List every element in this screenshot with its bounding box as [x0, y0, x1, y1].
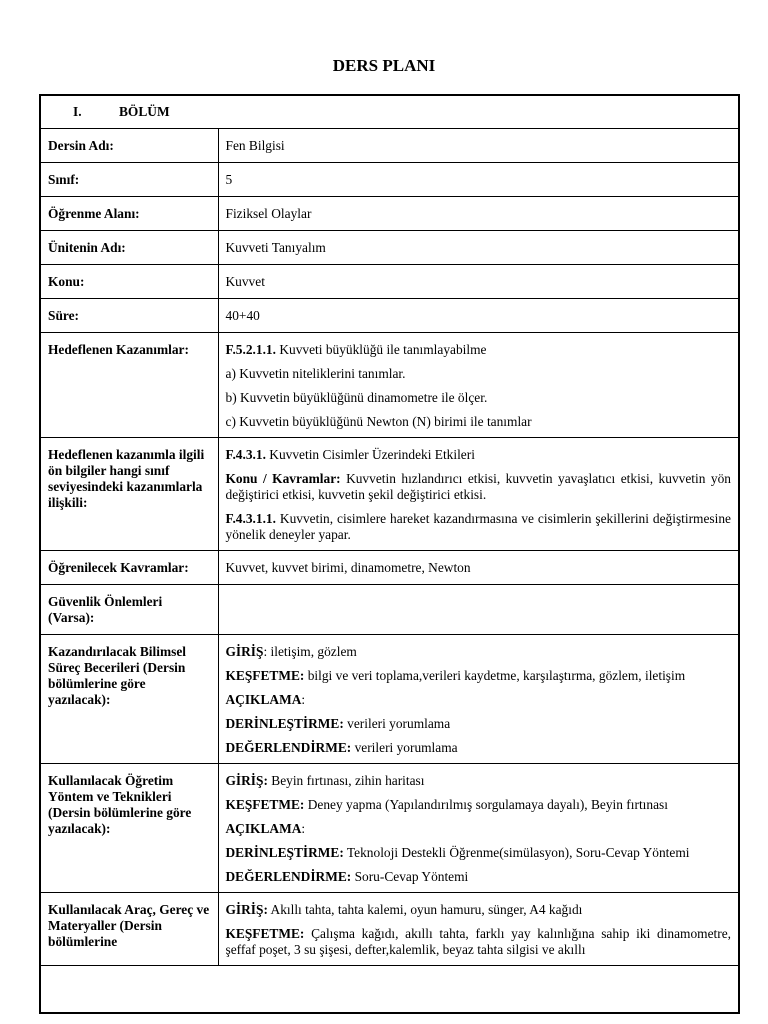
table-row	[41, 265, 738, 299]
prior-knowledge-row	[41, 438, 738, 551]
process-skills-row	[41, 635, 738, 764]
row-label: Kullanılacak Öğretim Yöntem ve Teknikleri (Dersin bölümlerine göre yazılacak):	[41, 764, 218, 893]
phase-item: DERİNLEŞTİRME: Teknoloji Destekli Öğrenme(simülasyon), Soru-Cevap Yöntemi	[225, 845, 690, 860]
phase-item: GİRİŞ: Akıllı tahta, tahta kalemi, oyun hamuru, sünger, A4 kağıdı	[225, 902, 583, 917]
table-row	[41, 129, 738, 163]
materials-row	[41, 893, 738, 966]
target-outcomes-row	[41, 333, 738, 438]
concepts-row	[41, 551, 738, 585]
row-value: 40+40	[218, 299, 738, 333]
teaching-methods-row	[41, 764, 738, 893]
prior-subtext: Kuvvetin, cisimlere hareket kazandırmasına ve cisimlerin şekillerini değiştirmesine yönelik deneyler yapar.	[225, 511, 731, 542]
prior-code: F.4.3.1.	[225, 447, 266, 462]
table-row	[41, 163, 738, 197]
row-value	[218, 585, 738, 635]
phase-item: KEŞFETME: Çalışma kağıdı, akıllı tahta, farklı yay kalınlığına sahip iki dinamometre, şeffaf poşet, 3 su şişesi, defter,kalemlik, beyaz tahta silgisi ve akıllı	[225, 926, 731, 957]
row-label: Ünitenin Adı:	[41, 231, 218, 265]
table-row	[41, 231, 738, 265]
section-header	[41, 96, 738, 129]
row-label: Güvenlik Önlemleri (Varsa):	[41, 585, 218, 635]
outcome-code: F.5.2.1.1.	[225, 342, 276, 357]
outcome-text: Kuvveti büyüklüğü ile tanımlayabilme	[275, 342, 487, 357]
prior-subcode: F.4.3.1.1.	[225, 511, 276, 526]
row-label: Süre:	[41, 299, 218, 333]
row-label: Sınıf:	[41, 163, 218, 197]
document-title: DERS PLANI	[332, 56, 436, 75]
phase-item: KEŞFETME: bilgi ve veri toplama,verileri kaydetme, karşılaştırma, gözlem, iletişim	[225, 668, 686, 683]
row-value: Fen Bilgisi	[218, 129, 738, 163]
concepts-text: Kuvvetin hızlandırıcı etkisi, kuvvetin yavaşlatıcı etkisi, kuvvetin yön değiştirici etkisi, kuvvetin şekil değiştirici etkisi.	[225, 471, 731, 502]
outcome-item: a) Kuvvetin niteliklerini tanımlar.	[225, 366, 406, 381]
row-label: Hedeflenen kazanımla ilgili ön bilgiler hangi sınıf seviyesindeki kazanımlarla ilişkili:	[41, 438, 218, 551]
row-label: Dersin Adı:	[41, 129, 218, 163]
section-header-row	[41, 96, 738, 129]
outcome-item: b) Kuvvetin büyüklüğünü dinamometre ile ölçer.	[225, 390, 488, 405]
row-label: Kullanılacak Araç, Gereç ve Materyaller (Dersin bölümlerine	[41, 893, 218, 966]
phase-item: KEŞFETME: Deney yapma (Yapılandırılmış sorgulamaya dayalı), Beyin fırtınası	[225, 797, 668, 812]
row-value: Kuvvet	[218, 265, 738, 299]
phase-item: GİRİŞ: iletişim, gözlem	[225, 644, 357, 659]
safety-row	[41, 585, 738, 635]
phase-item: DEĞERLENDİRME: Soru-Cevap Yöntemi	[225, 869, 469, 884]
outcome-item: c) Kuvvetin büyüklüğünü Newton (N) birimi ile tanımlar	[225, 414, 532, 429]
row-label: Öğrenme Alanı:	[41, 197, 218, 231]
phase-item: AÇIKLAMA:	[225, 821, 306, 836]
phase-item: AÇIKLAMA:	[225, 692, 306, 707]
phase-item: DERİNLEŞTİRME: verileri yorumlama	[225, 716, 451, 731]
row-value: Kuvveti Tanıyalım	[218, 231, 738, 265]
lesson-plan-frame	[39, 94, 740, 1014]
section-number: I.	[73, 104, 82, 119]
table-row	[41, 299, 738, 333]
table-row	[41, 197, 738, 231]
row-value: Kuvvet, kuvvet birimi, dinamometre, Newton	[218, 551, 738, 585]
section-title: BÖLÜM	[119, 104, 170, 119]
concepts-heading: Konu / Kavramlar:	[225, 471, 341, 486]
row-label: Kazandırılacak Bilimsel Süreç Becerileri (Dersin bölümlerine göre yazılacak):	[41, 635, 218, 764]
lesson-plan-table	[41, 96, 738, 966]
row-value: Fiziksel Olaylar	[218, 197, 738, 231]
row-value: 5	[218, 163, 738, 197]
row-label: Hedeflenen Kazanımlar:	[41, 333, 218, 438]
row-label: Konu:	[41, 265, 218, 299]
phase-item: GİRİŞ: Beyin fırtınası, zihin haritası	[225, 773, 425, 788]
row-label: Öğrenilecek Kavramlar:	[41, 551, 218, 585]
prior-text: Kuvvetin Cisimler Üzerindeki Etkileri	[265, 447, 475, 462]
phase-item: DEĞERLENDİRME: verileri yorumlama	[225, 740, 458, 755]
